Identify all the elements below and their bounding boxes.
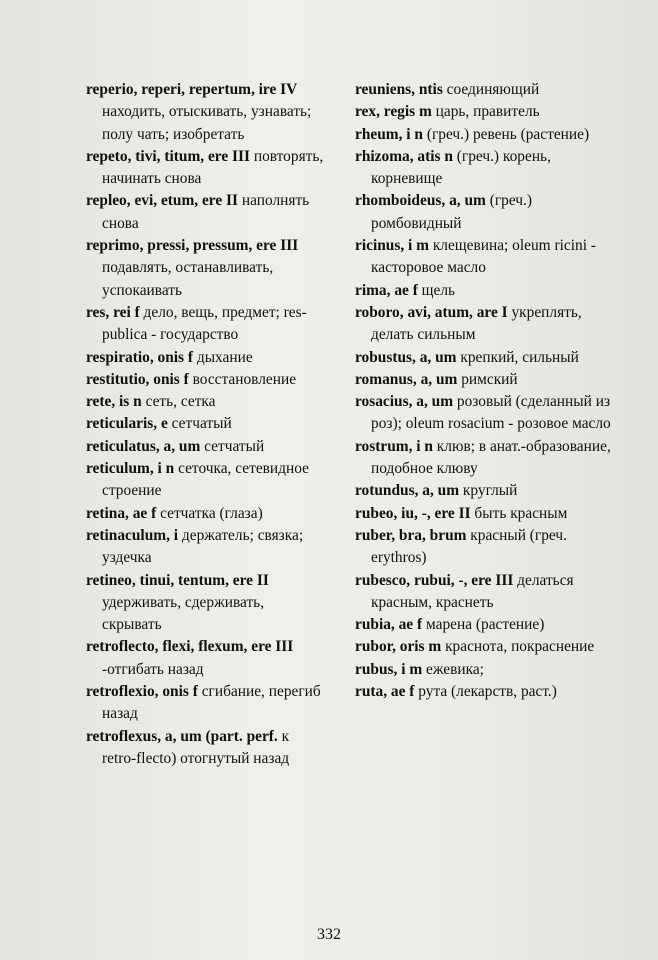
- dictionary-entry: [355, 302, 617, 347]
- definition: наполнять снова: [102, 192, 310, 232]
- headword: rubia, ae f: [355, 616, 423, 634]
- definition: рута (лекарств, раст.): [414, 683, 557, 701]
- headword: retina, ae f: [86, 504, 157, 522]
- headword: repeto, tivi, titum, ere III: [86, 147, 250, 165]
- dictionary-entry: [86, 570, 326, 637]
- headword: reuniens, ntis: [355, 81, 443, 98]
- dictionary-entry: [355, 503, 617, 525]
- headword: rex, regis m: [355, 103, 432, 121]
- dictionary-entry: [355, 124, 617, 146]
- dictionary-entry: [86, 503, 326, 525]
- headword: rhizoma, atis n: [355, 147, 453, 165]
- dictionary-entry: [86, 146, 326, 191]
- definition: быть красным: [470, 504, 568, 522]
- definition: клещевина; oleum ricini - касторовое масло: [371, 237, 596, 277]
- definition: делаться красным, краснеть: [371, 571, 574, 611]
- dictionary-entry: [355, 659, 617, 681]
- headword: retroflecto, flexi, flexum, ere III: [86, 638, 294, 656]
- dictionary-entry: [86, 458, 326, 503]
- headword: rhomboideus, a, um: [355, 192, 486, 210]
- definition: сетчатый: [200, 437, 265, 455]
- page-number: 332: [317, 926, 341, 943]
- headword: reprimo, pressi, pressum, ere III: [86, 237, 299, 255]
- definition: укреплять, делать сильным: [371, 303, 582, 344]
- dictionary-entry: [86, 636, 326, 681]
- headword: ruta, ae f: [355, 683, 415, 701]
- dictionary-entry: [86, 525, 326, 570]
- headword: repleo, evi, etum, ere II: [86, 192, 239, 210]
- headword: rubor, oris m: [355, 638, 442, 656]
- dictionary-entry: [355, 347, 617, 369]
- dictionary-entry: [355, 681, 617, 703]
- definition: царь, правитель: [431, 103, 540, 121]
- headword: ruber, bra, brum: [355, 526, 467, 544]
- definition: сгибание, перегиб назад: [102, 683, 321, 723]
- definition: римский: [457, 370, 518, 388]
- headword: restitutio, onis f: [86, 370, 189, 388]
- headword: rotundus, a, um: [355, 482, 460, 500]
- headword: rosacius, a, um: [355, 393, 454, 411]
- headword: res, rei f: [86, 303, 140, 321]
- headword: retineo, tinui, tentum, ere II: [86, 571, 269, 589]
- dictionary-entry: [86, 436, 326, 458]
- headword: reticulum, i n: [86, 460, 175, 478]
- definition: клюв; в анат.-образование, подобное клюву: [371, 437, 611, 478]
- headword: rubus, i m: [355, 660, 423, 678]
- headword: rima, ae f: [355, 281, 418, 299]
- dictionary-entry: [355, 570, 617, 615]
- headword: rete, is n: [86, 393, 142, 411]
- headword: retinaculum, i: [86, 526, 179, 544]
- dictionary-entry: [86, 347, 326, 369]
- dictionary-entry: [355, 391, 617, 436]
- definition: сеть, сетка: [141, 393, 216, 411]
- definition: (греч.) ревень (растение): [422, 125, 590, 143]
- dictionary-entry: [355, 436, 617, 481]
- definition: краснота, покраснение: [441, 638, 595, 656]
- dictionary-entry: [355, 525, 617, 570]
- headword: reticulatus, a, um: [86, 437, 201, 455]
- headword: respiratio, onis f: [86, 348, 194, 366]
- headword: reticularis, e: [86, 415, 168, 433]
- headword: roboro, avi, atum, are I: [355, 303, 508, 321]
- headword: retroflexio, onis f: [86, 683, 198, 701]
- dictionary-entry: [355, 636, 617, 658]
- definition: соединяющий: [442, 81, 540, 98]
- definition: к retro-flecto) отогнутый назад: [102, 727, 290, 767]
- definition: дыхание: [193, 348, 253, 366]
- definition: -отгибать назад: [102, 660, 204, 678]
- definition: сетчатка (глаза): [156, 504, 263, 522]
- headword: romanus, a, um: [355, 370, 458, 388]
- definition: марена (растение): [422, 616, 545, 634]
- definition: ежевика;: [422, 660, 484, 678]
- headword: rubeo, iu, -, ere II: [355, 504, 471, 522]
- headword: robustus, a, um: [355, 348, 457, 366]
- headword: reperio, reperi, repertum, ire IV: [86, 81, 298, 98]
- dictionary-entry: [355, 369, 617, 391]
- dictionary-entry: [355, 190, 617, 235]
- headword: ricinus, i m: [355, 237, 429, 255]
- dictionary-entry: [355, 614, 617, 636]
- definition: щель: [417, 281, 456, 299]
- left-column: [86, 79, 326, 770]
- headword: rubesco, rubui, -, ere III: [355, 571, 514, 589]
- dictionary-entry: [86, 235, 326, 302]
- definition: розовый (сделанный из роз); oleum rosacium - розовое масло: [371, 393, 611, 433]
- definition: подавлять, останавливать, успокаивать: [102, 259, 274, 299]
- definition: дело, вещь, предмет; res-publica - государство: [102, 303, 307, 344]
- dictionary-entry: [86, 413, 326, 435]
- definition: удерживать, сдерживать, скрывать: [102, 593, 265, 634]
- dictionary-entry: [86, 302, 326, 347]
- definition: находить, отыскивать, узнавать; полу чать; изобретать: [102, 103, 312, 143]
- definition: (греч.) ромбовидный: [371, 192, 532, 232]
- headword: retroflexus, a, um (part. perf.: [86, 727, 278, 745]
- definition: сетчатый: [167, 415, 232, 433]
- dictionary-entry: [355, 101, 617, 123]
- dictionary-entry: [86, 681, 326, 726]
- dictionary-entry: [86, 726, 326, 771]
- definition: красный (греч. erythros): [371, 526, 567, 567]
- definition: повторять, начинать снова: [102, 147, 324, 188]
- dictionary-entry: [355, 280, 617, 302]
- dictionary-entry: [86, 190, 326, 235]
- dictionary-entry: [86, 79, 326, 146]
- definition: сеточка, сетевидное строение: [102, 460, 309, 500]
- dictionary-entry: [355, 146, 617, 191]
- dictionary-entry: [355, 79, 617, 101]
- dictionary-entry: [355, 235, 617, 280]
- definition: восстановление: [188, 370, 297, 388]
- definition: крепкий, сильный: [456, 348, 579, 366]
- headword: rheum, i n: [355, 125, 423, 143]
- dictionary-entry: [355, 480, 617, 502]
- definition: держатель; связка; уздечка: [102, 526, 304, 567]
- definition: (греч.) корень, корневище: [371, 147, 551, 188]
- definition: круглый: [459, 482, 518, 500]
- right-column: [355, 79, 617, 703]
- dictionary-entry: [86, 391, 326, 413]
- dictionary-entry: [86, 369, 326, 391]
- headword: rostrum, i n: [355, 437, 433, 455]
